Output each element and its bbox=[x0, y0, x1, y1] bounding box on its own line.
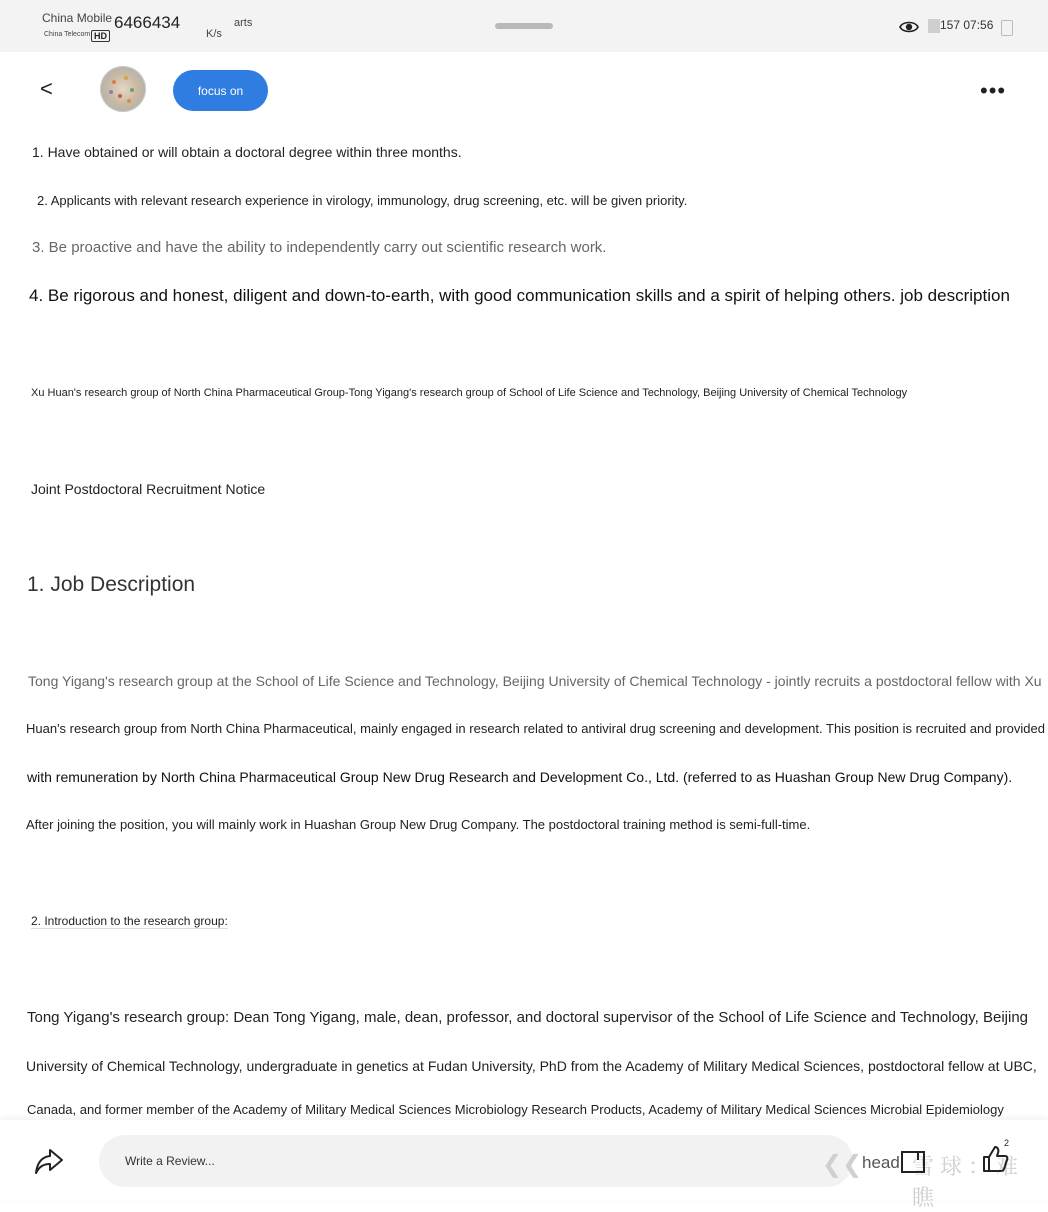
watermark-text: head bbox=[862, 1153, 900, 1172]
group-intro-line-3: Canada, and former member of the Academy of Military Medical Sciences Microbiology Research Products, Academy of Military Medical Sciences Microbial Epidemiology bbox=[27, 1102, 1004, 1117]
follow-button[interactable]: focus on bbox=[173, 70, 268, 111]
network-speed-unit: K/s bbox=[206, 28, 222, 40]
network-number: 6466434 bbox=[114, 13, 181, 32]
job-description-line-4: After joining the position, you will mainly work in Huashan Group New Drug Company. The postdoctoral training method is semi-full-time. bbox=[26, 817, 811, 832]
more-options-button[interactable]: ••• bbox=[980, 78, 1007, 103]
status-time: 157 07:56 bbox=[940, 18, 994, 32]
requirement-2: 2. Applicants with relevant research experience in virology, immunology, drug screening, etc. will be given priority. bbox=[37, 193, 688, 208]
review-input[interactable] bbox=[99, 1135, 853, 1187]
requirement-3: 3. Be proactive and have the ability to independently carry out scientific research work. bbox=[32, 239, 607, 256]
avatar[interactable] bbox=[100, 66, 146, 112]
group-intro-line-1: Tong Yigang's research group: Dean Tong Yigang, male, dean, professor, and doctoral supervisor of the School of Life Science and Technology, Beijing bbox=[27, 1009, 1029, 1026]
research-group-line: Xu Huan's research group of North China Pharmaceutical Group-Tong Yigang's research group of School of Life Science and Technology, Beijing University of Chemical Technology bbox=[31, 387, 908, 399]
eye-icon bbox=[899, 17, 919, 37]
blurred-indicator bbox=[928, 19, 940, 33]
notice-title: Joint Postdoctoral Recruitment Notice bbox=[31, 481, 266, 497]
group-intro-line-2: University of Chemical Technology, undergraduate in genetics at Fudan University, PhD from the Academy of Military Medical Sciences, postdoctoral fellow at UBC, bbox=[26, 1058, 1037, 1074]
watermark-cjk-text: 雪球：难瞧 bbox=[912, 1154, 1025, 1210]
job-description-line-2: Huan's research group from North China Pharmaceutical, mainly engaged in research related to antiviral drug screening and development. This position is recruited and provided bbox=[26, 721, 1045, 736]
requirement-1: 1. Have obtained or will obtain a doctoral degree within three months. bbox=[32, 144, 462, 160]
battery-icon bbox=[1001, 20, 1013, 36]
notification-text: arts bbox=[234, 17, 253, 29]
hd-badge: HD bbox=[91, 30, 110, 42]
notch-pill bbox=[495, 23, 553, 29]
section-heading-job-description: 1. Job Description bbox=[27, 573, 196, 596]
job-description-line-3: with remuneration by North China Pharmaceutical Group New Drug Research and Development Co., Ltd. (referred to as Huashan Group New Drug Company). bbox=[27, 769, 1013, 785]
like-count: 2 bbox=[1004, 1138, 1010, 1148]
status-bar bbox=[0, 0, 1048, 52]
share-icon[interactable] bbox=[32, 1144, 66, 1178]
requirement-4: 4. Be rigorous and honest, diligent and down-to-earth, with good communication skills and a spirit of helping others. job description bbox=[29, 286, 1010, 305]
section-heading-research-group: 2. Introduction to the research group: bbox=[31, 914, 228, 928]
back-button[interactable]: < bbox=[40, 76, 53, 101]
job-description-line-1: Tong Yigang's research group at the School of Life Science and Technology, Beijing University of Chemical Technology - jointly recruits a postdoctoral fellow with Xu bbox=[28, 673, 1042, 689]
carrier-secondary: China Telecom bbox=[44, 31, 91, 38]
bottom-action-bar bbox=[0, 1120, 1048, 1210]
watermark-logo-icon: ❮❮ bbox=[822, 1151, 863, 1178]
collect-icon[interactable] bbox=[896, 1144, 930, 1178]
top-nav-bar bbox=[12, 52, 1036, 130]
carrier-primary: China Mobile bbox=[42, 11, 113, 25]
